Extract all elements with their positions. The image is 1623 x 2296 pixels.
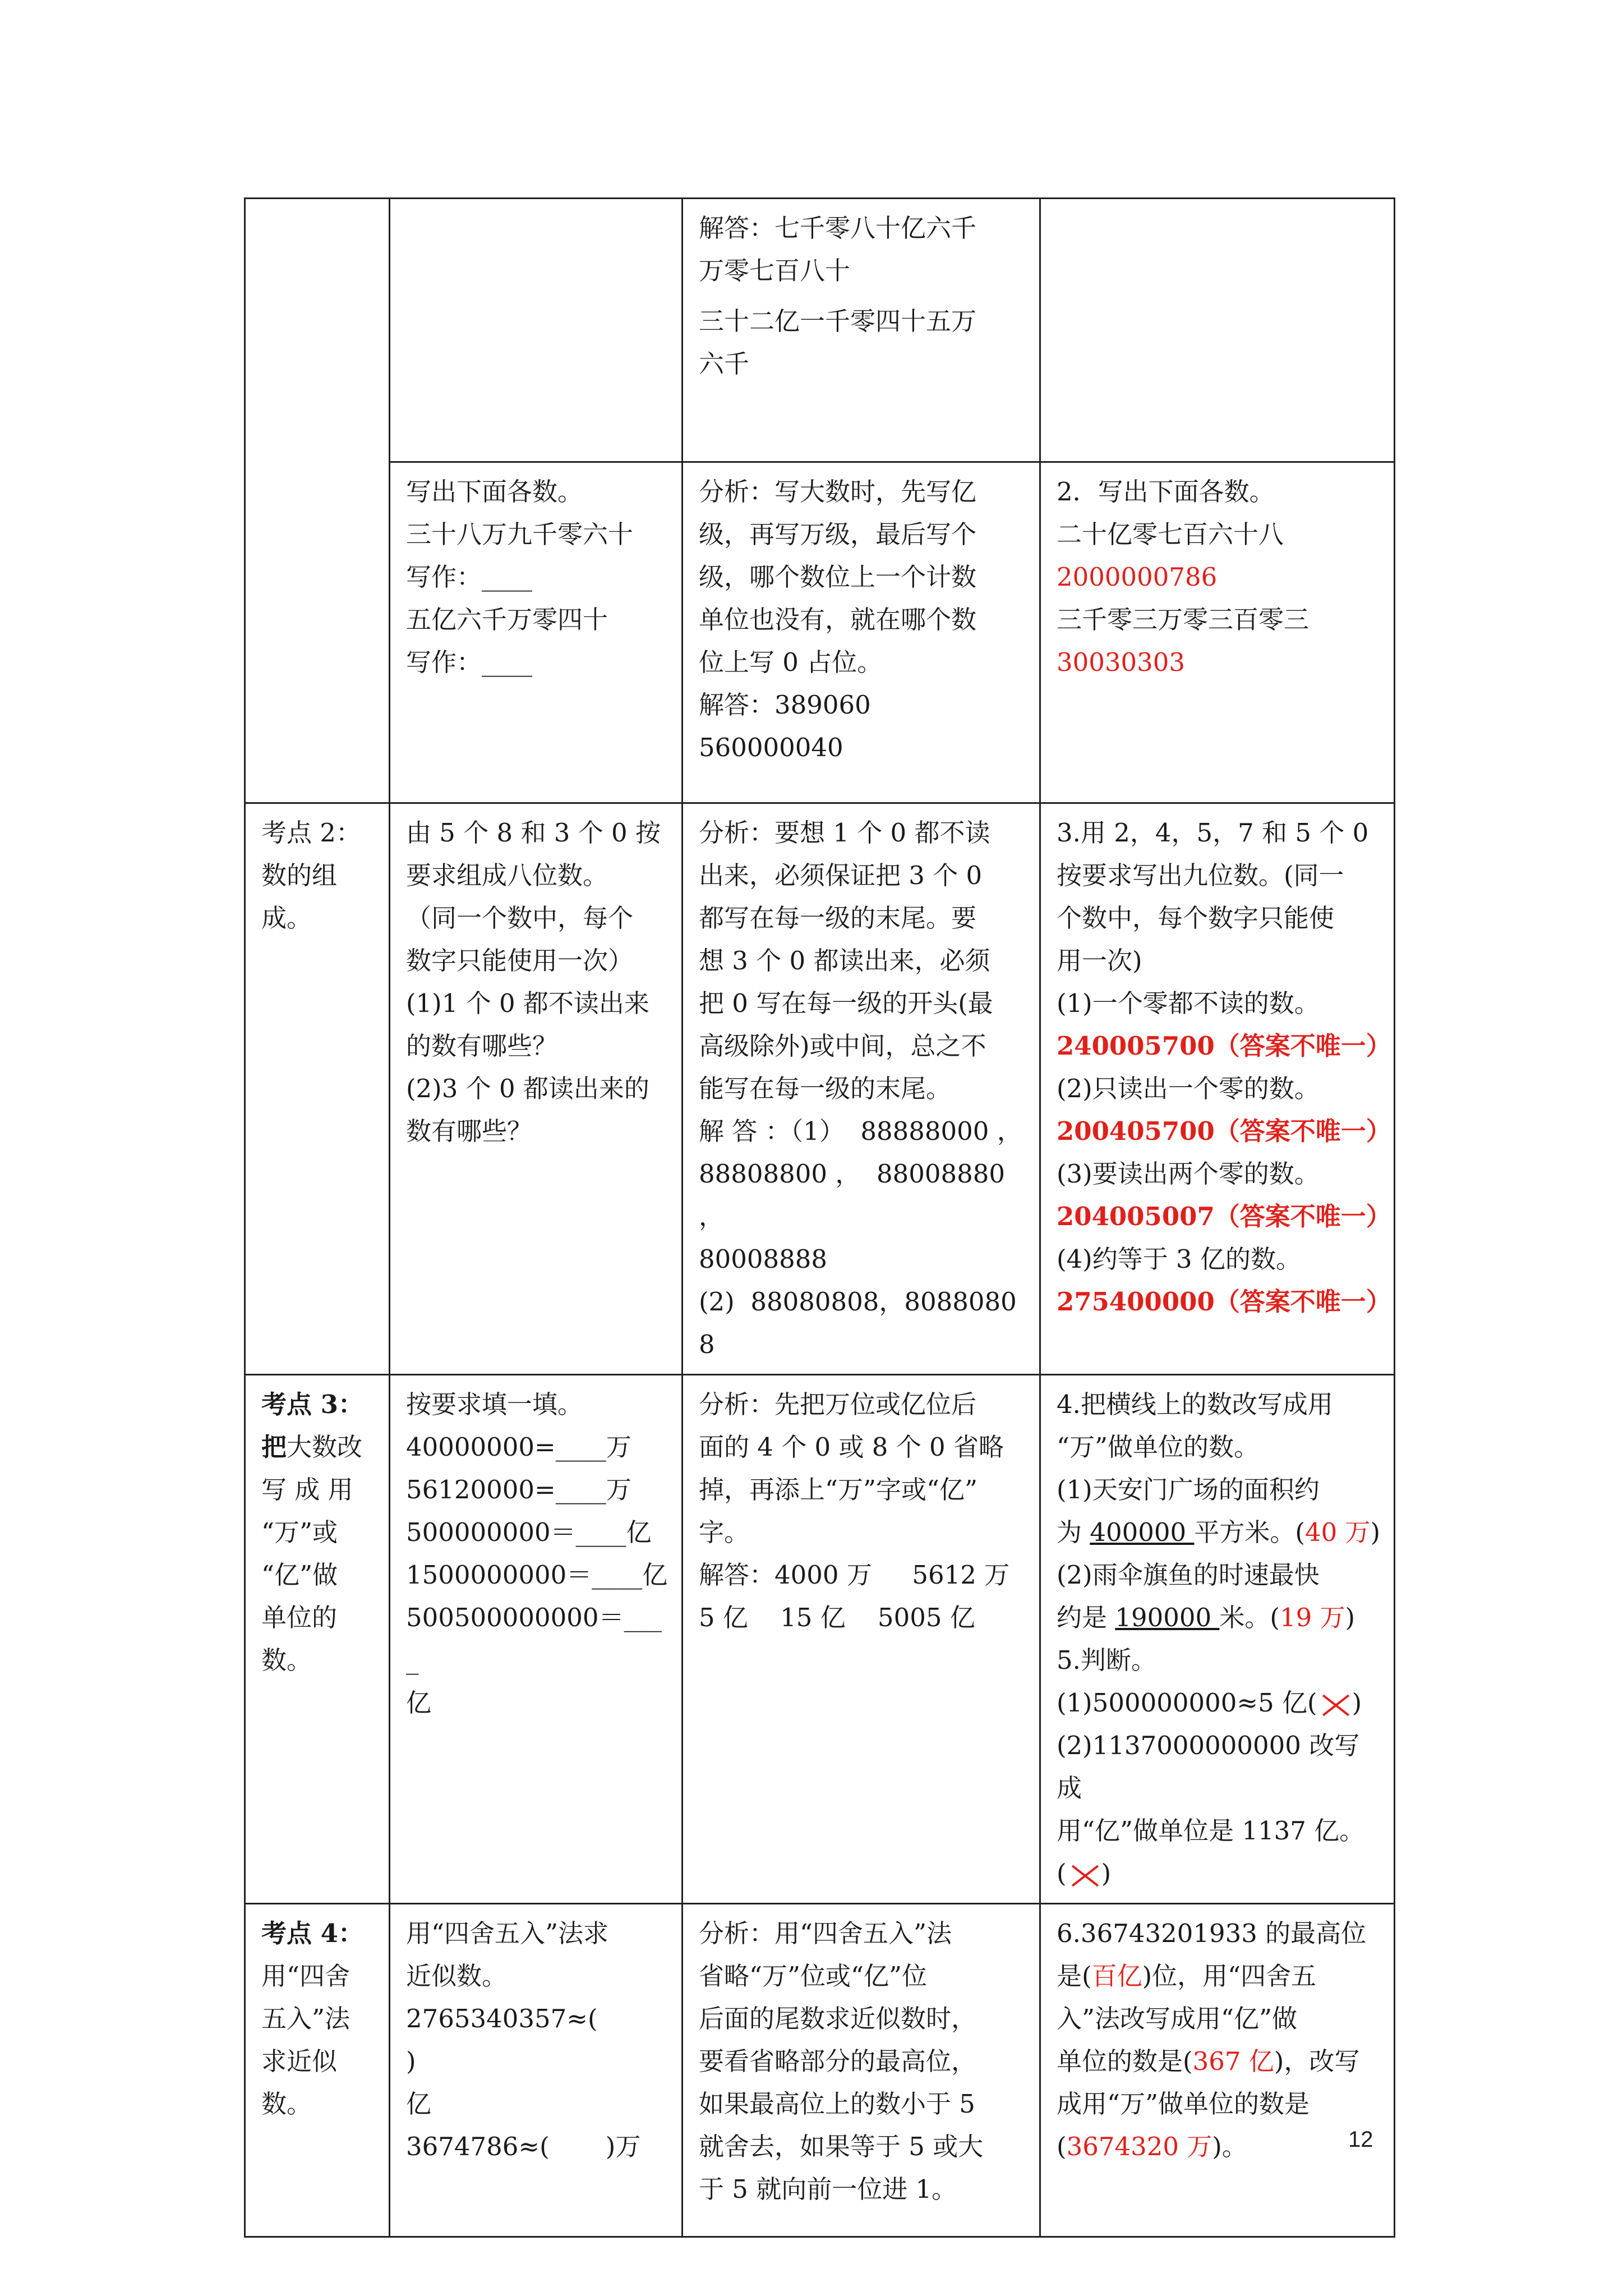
r4-practice-l3: (1)天安门广场的面积约	[1057, 1475, 1320, 1504]
r4-topic-l6: 单位的数。	[261, 1603, 338, 1675]
text-line: 省略“万”位或“亿”位	[699, 1961, 928, 1991]
text-line: 40000000=____万	[406, 1432, 631, 1462]
cell-r5-practice	[1040, 1904, 1395, 2237]
cell-r1-practice	[1040, 199, 1395, 462]
r3-practice-l1: 3.用 2，4，5，7 和 5 个 0	[1057, 818, 1369, 848]
r5-answer-baiyi: 百亿	[1091, 1961, 1142, 1991]
r4-analysis-lines	[699, 1383, 1027, 1639]
text-line: 如果最高位上的数小于 5	[699, 2089, 975, 2119]
cell-r3-practice	[1040, 803, 1395, 1375]
table-row-5	[245, 1904, 1395, 2237]
text-line: 80008888	[699, 1244, 828, 1274]
r3-analysis-lines	[699, 812, 1027, 1366]
r3-topic-lines	[261, 812, 376, 940]
text-line: 后面的尾数求近似数时，	[699, 2004, 977, 2033]
cell-r2-analysis	[683, 462, 1040, 803]
text-line: 六千	[699, 349, 750, 379]
cell-r4-practice	[1040, 1375, 1395, 1904]
r5-topic-l4: 求近似数。	[261, 2046, 338, 2119]
cell-r2-practice	[1040, 462, 1395, 803]
text-line: 500000000＝____亿	[406, 1517, 652, 1547]
r5-answer-3674320wan: 3674320 万	[1066, 2132, 1212, 2161]
r3-practice-q4: (4)约等于 3 亿的数。	[1057, 1244, 1301, 1274]
r1-answer-block-b	[699, 300, 1027, 385]
r5-practice-l4: 单位的数是(367 亿)，改写	[1057, 2046, 1360, 2076]
text-line: 都写在每一级的末尾。要	[699, 903, 977, 933]
cell-r3-example	[390, 803, 683, 1375]
red-cross-mark-icon	[1317, 1691, 1352, 1719]
text-line: 数的组成。	[261, 861, 338, 933]
r5-example-lines	[406, 1912, 669, 2168]
text-line: 500500000000＝____	[406, 1603, 662, 1675]
cell-r5-topic	[245, 1904, 390, 2237]
r2-practice-answer-2: 30030303	[1057, 647, 1186, 677]
text-line: 的数有哪些？	[406, 1031, 558, 1061]
r4-practice-l6: 约是 190000 米。(19 万)	[1057, 1603, 1355, 1632]
r4-topic-bold-char: 把	[261, 1432, 287, 1462]
text-line: 分析：用“四舍五入”法	[699, 1918, 952, 1948]
text-line: 就舍去，如果等于 5 或大	[699, 2132, 984, 2161]
r5-answer-367yi: 367 亿	[1192, 2046, 1274, 2076]
r4-topic-l2: 大数改	[287, 1432, 363, 1462]
r4-practice-l1: 4.把横线上的数改写成用	[1057, 1389, 1333, 1419]
cell-r3-analysis	[683, 803, 1040, 1375]
r4-practice-l9: (2)1137000000000 改写成	[1057, 1731, 1360, 1803]
text-line: 考点 2：	[261, 818, 361, 848]
r4-underlined-number-2: 190000	[1115, 1603, 1220, 1632]
text-line: 级，再写万级，最后写个	[699, 519, 977, 549]
r2-practice-q1: 二十亿零七百六十八	[1057, 519, 1284, 549]
lesson-table	[244, 197, 1395, 2238]
r4-underlined-number-1: 400000	[1090, 1517, 1195, 1547]
text-line: 近似数。	[406, 1961, 508, 1991]
r3-practice-q2: (2)只读出一个零的数。	[1057, 1074, 1320, 1103]
text-line: 五亿六千万零四十	[406, 605, 608, 634]
text-line: 写出下面各数。	[406, 477, 583, 507]
r2-practice-q2: 三千零三万零三百零三	[1057, 605, 1310, 634]
cell-r5-analysis	[683, 1904, 1040, 2237]
text-line: 出来，必须保证把 3 个 0	[699, 861, 983, 890]
r4-practice-l8: (1)500000000≈5 亿( )	[1057, 1682, 1381, 1724]
text-line: 560000040	[699, 733, 843, 762]
table-row-3	[245, 803, 1395, 1375]
r5-practice-l6: (3674320 万)。	[1057, 2132, 1247, 2161]
r5-practice-l1: 6.36743201933 的最高位	[1057, 1918, 1367, 1948]
text-line: 单位也没有，就在哪个数	[699, 605, 977, 634]
r5-practice-l2: 是(百亿)位，用“四舍五	[1057, 1961, 1317, 1991]
text-line: 数有哪些？	[406, 1116, 533, 1146]
r2-practice-title: 2．写出下面各数。	[1057, 477, 1275, 507]
text-line: 字。	[699, 1517, 750, 1547]
r3-practice-l3: 个数中，每个数字只能使	[1057, 903, 1335, 933]
r3-example-lines	[406, 812, 669, 1153]
table-row-2	[245, 462, 1395, 803]
content-table-wrapper	[244, 197, 1394, 2238]
text-line: 1500000000＝____亿	[406, 1560, 668, 1590]
cell-r4-example	[390, 1375, 683, 1904]
r4-answer-19wan: 19 万	[1279, 1603, 1345, 1632]
r4-answer-40wan: 40 万	[1304, 1517, 1371, 1547]
text-line: 3674786≈( )万	[406, 2132, 641, 2161]
text-line: 三十八万九千零六十	[406, 519, 634, 549]
red-cross-mark-icon	[1067, 1862, 1101, 1890]
text-line: 解答：389060	[699, 690, 871, 720]
r2-analysis-lines	[699, 471, 1027, 769]
cell-r1-topic	[245, 199, 390, 803]
text-line: 万零七百八十	[699, 256, 851, 286]
r3-practice-answer-3: 204005007（答案不唯一）	[1057, 1202, 1391, 1231]
r4-practice-l5: (2)雨伞旗鱼的时速最快	[1057, 1560, 1320, 1590]
r4-practice-l2: “万”做单位的数。	[1057, 1432, 1260, 1462]
r5-practice-l5: 成用“万”做单位的数是	[1057, 2089, 1310, 2119]
r3-practice-answer-1: 240005700（答案不唯一）	[1057, 1031, 1391, 1061]
text-line: 分析：先把万位或亿位后	[699, 1389, 977, 1419]
r3-practice-l2: 按要求写出九位数。(同一	[1057, 861, 1344, 890]
text-line: 由 5 个 8 和 3 个 0 按	[406, 818, 661, 848]
r1-answer-block-a	[699, 207, 1027, 292]
text-line: 分析：要想 1 个 0 都不读	[699, 818, 990, 848]
text-line: 分析：写大数时，先写亿	[699, 477, 977, 507]
r3-practice-answer-4: 275400000（答案不唯一）	[1057, 1287, 1391, 1317]
text-line: 要看省略部分的最高位，	[699, 2046, 977, 2076]
text-line: 想 3 个 0 都读出来，必须	[699, 946, 990, 976]
r4-topic-l3: 写 成 用	[261, 1475, 353, 1504]
text-line: 写作：____	[406, 562, 533, 592]
table-row-4	[245, 1375, 1395, 1904]
cell-r5-example	[390, 1904, 683, 2237]
text-line: 能写在每一级的末尾。	[699, 1074, 952, 1103]
r4-practice-l4: 为 400000 平方米。(40 万)	[1057, 1517, 1381, 1547]
r3-practice-l4: 用一次)	[1057, 946, 1142, 976]
r4-practice-l11: ( )	[1057, 1852, 1381, 1895]
r5-topic-heading: 考点 4：	[261, 1918, 363, 1948]
text-line: 按要求填一填。	[406, 1389, 583, 1419]
text-line: 数字只能使用一次）	[406, 946, 634, 976]
text-line: 亿	[406, 2089, 432, 2119]
cell-r4-topic	[245, 1375, 390, 1904]
cell-r4-analysis	[683, 1375, 1040, 1904]
r5-topic-l2: 用“四舍	[261, 1961, 351, 1991]
cell-r1-example	[390, 199, 683, 462]
page-number: 12	[1348, 2127, 1373, 2152]
r2-practice-answer-1: 2000000786	[1057, 562, 1218, 592]
cell-r3-topic	[245, 803, 390, 1375]
text-line: 于 5 就向前一位进 1。	[699, 2174, 957, 2204]
r5-topic-l3: 五入”法	[261, 2004, 351, 2033]
r3-practice-answer-2: 200405700（答案不唯一）	[1057, 1116, 1391, 1146]
text-line: (2) 88080808，80880808	[699, 1287, 1017, 1359]
text-line: 级，哪个数位上一个计数	[699, 562, 977, 592]
text-line: 把 0 写在每一级的开头(最	[699, 988, 993, 1018]
text-line: 用“四舍五入”法求	[406, 1918, 609, 1948]
r4-practice-l7: 5.判断。	[1057, 1645, 1156, 1675]
text-line: 解 答 ：（1） 88888000 ，	[699, 1116, 1022, 1146]
text-line: 88808800 ， 88008880 ，	[699, 1159, 1013, 1231]
text-line: 掉，再添上“万”字或“亿”	[699, 1475, 978, 1504]
text-line: 写作：____	[406, 647, 533, 677]
text-line: 解答：七千零八十亿六千	[699, 213, 977, 243]
r3-practice-q3: (3)要读出两个零的数。	[1057, 1159, 1320, 1189]
r4-topic-heading: 考点 3：	[261, 1389, 363, 1419]
r5-analysis-lines	[699, 1912, 1027, 2211]
text-line: 要求组成八位数。	[406, 861, 608, 890]
text-line: 位上写 0 占位。	[699, 647, 883, 677]
cell-r2-example	[390, 462, 683, 803]
text-line: 高级除外)或中间，总之不	[699, 1031, 986, 1061]
r5-practice-l3: 入”法改写成用“亿”做	[1057, 2004, 1298, 2033]
r4-topic-l4: “万”或	[261, 1517, 338, 1547]
text-line: (2)3 个 0 都读出来的	[406, 1074, 649, 1103]
r4-topic-l5: “亿”做	[261, 1560, 338, 1590]
text-line: (1)1 个 0 都不读出来	[406, 988, 649, 1018]
text-line: （同一个数中，每个	[406, 903, 634, 933]
text-line: 5 亿 15 亿 5005 亿	[699, 1603, 975, 1632]
text-line: 三十二亿一千零四十五万	[699, 306, 977, 336]
r3-practice-q1: (1)一个零都不读的数。	[1057, 988, 1320, 1018]
r4-practice-l10: 用“亿”做单位是 1137 亿。	[1057, 1816, 1365, 1846]
text-line: 56120000=____万	[406, 1475, 631, 1504]
cell-r1-analysis	[683, 199, 1040, 462]
r2-example-lines	[406, 471, 669, 684]
text-line: 亿	[406, 1688, 432, 1718]
table-row-1	[245, 199, 1395, 462]
r4-example-lines	[406, 1383, 669, 1724]
text-line: 面的 4 个 0 或 8 个 0 省略	[699, 1432, 1004, 1462]
text-line: 解答：4000 万 5612 万	[699, 1560, 1010, 1590]
text-line: 2765340357≈( )	[406, 2004, 662, 2076]
